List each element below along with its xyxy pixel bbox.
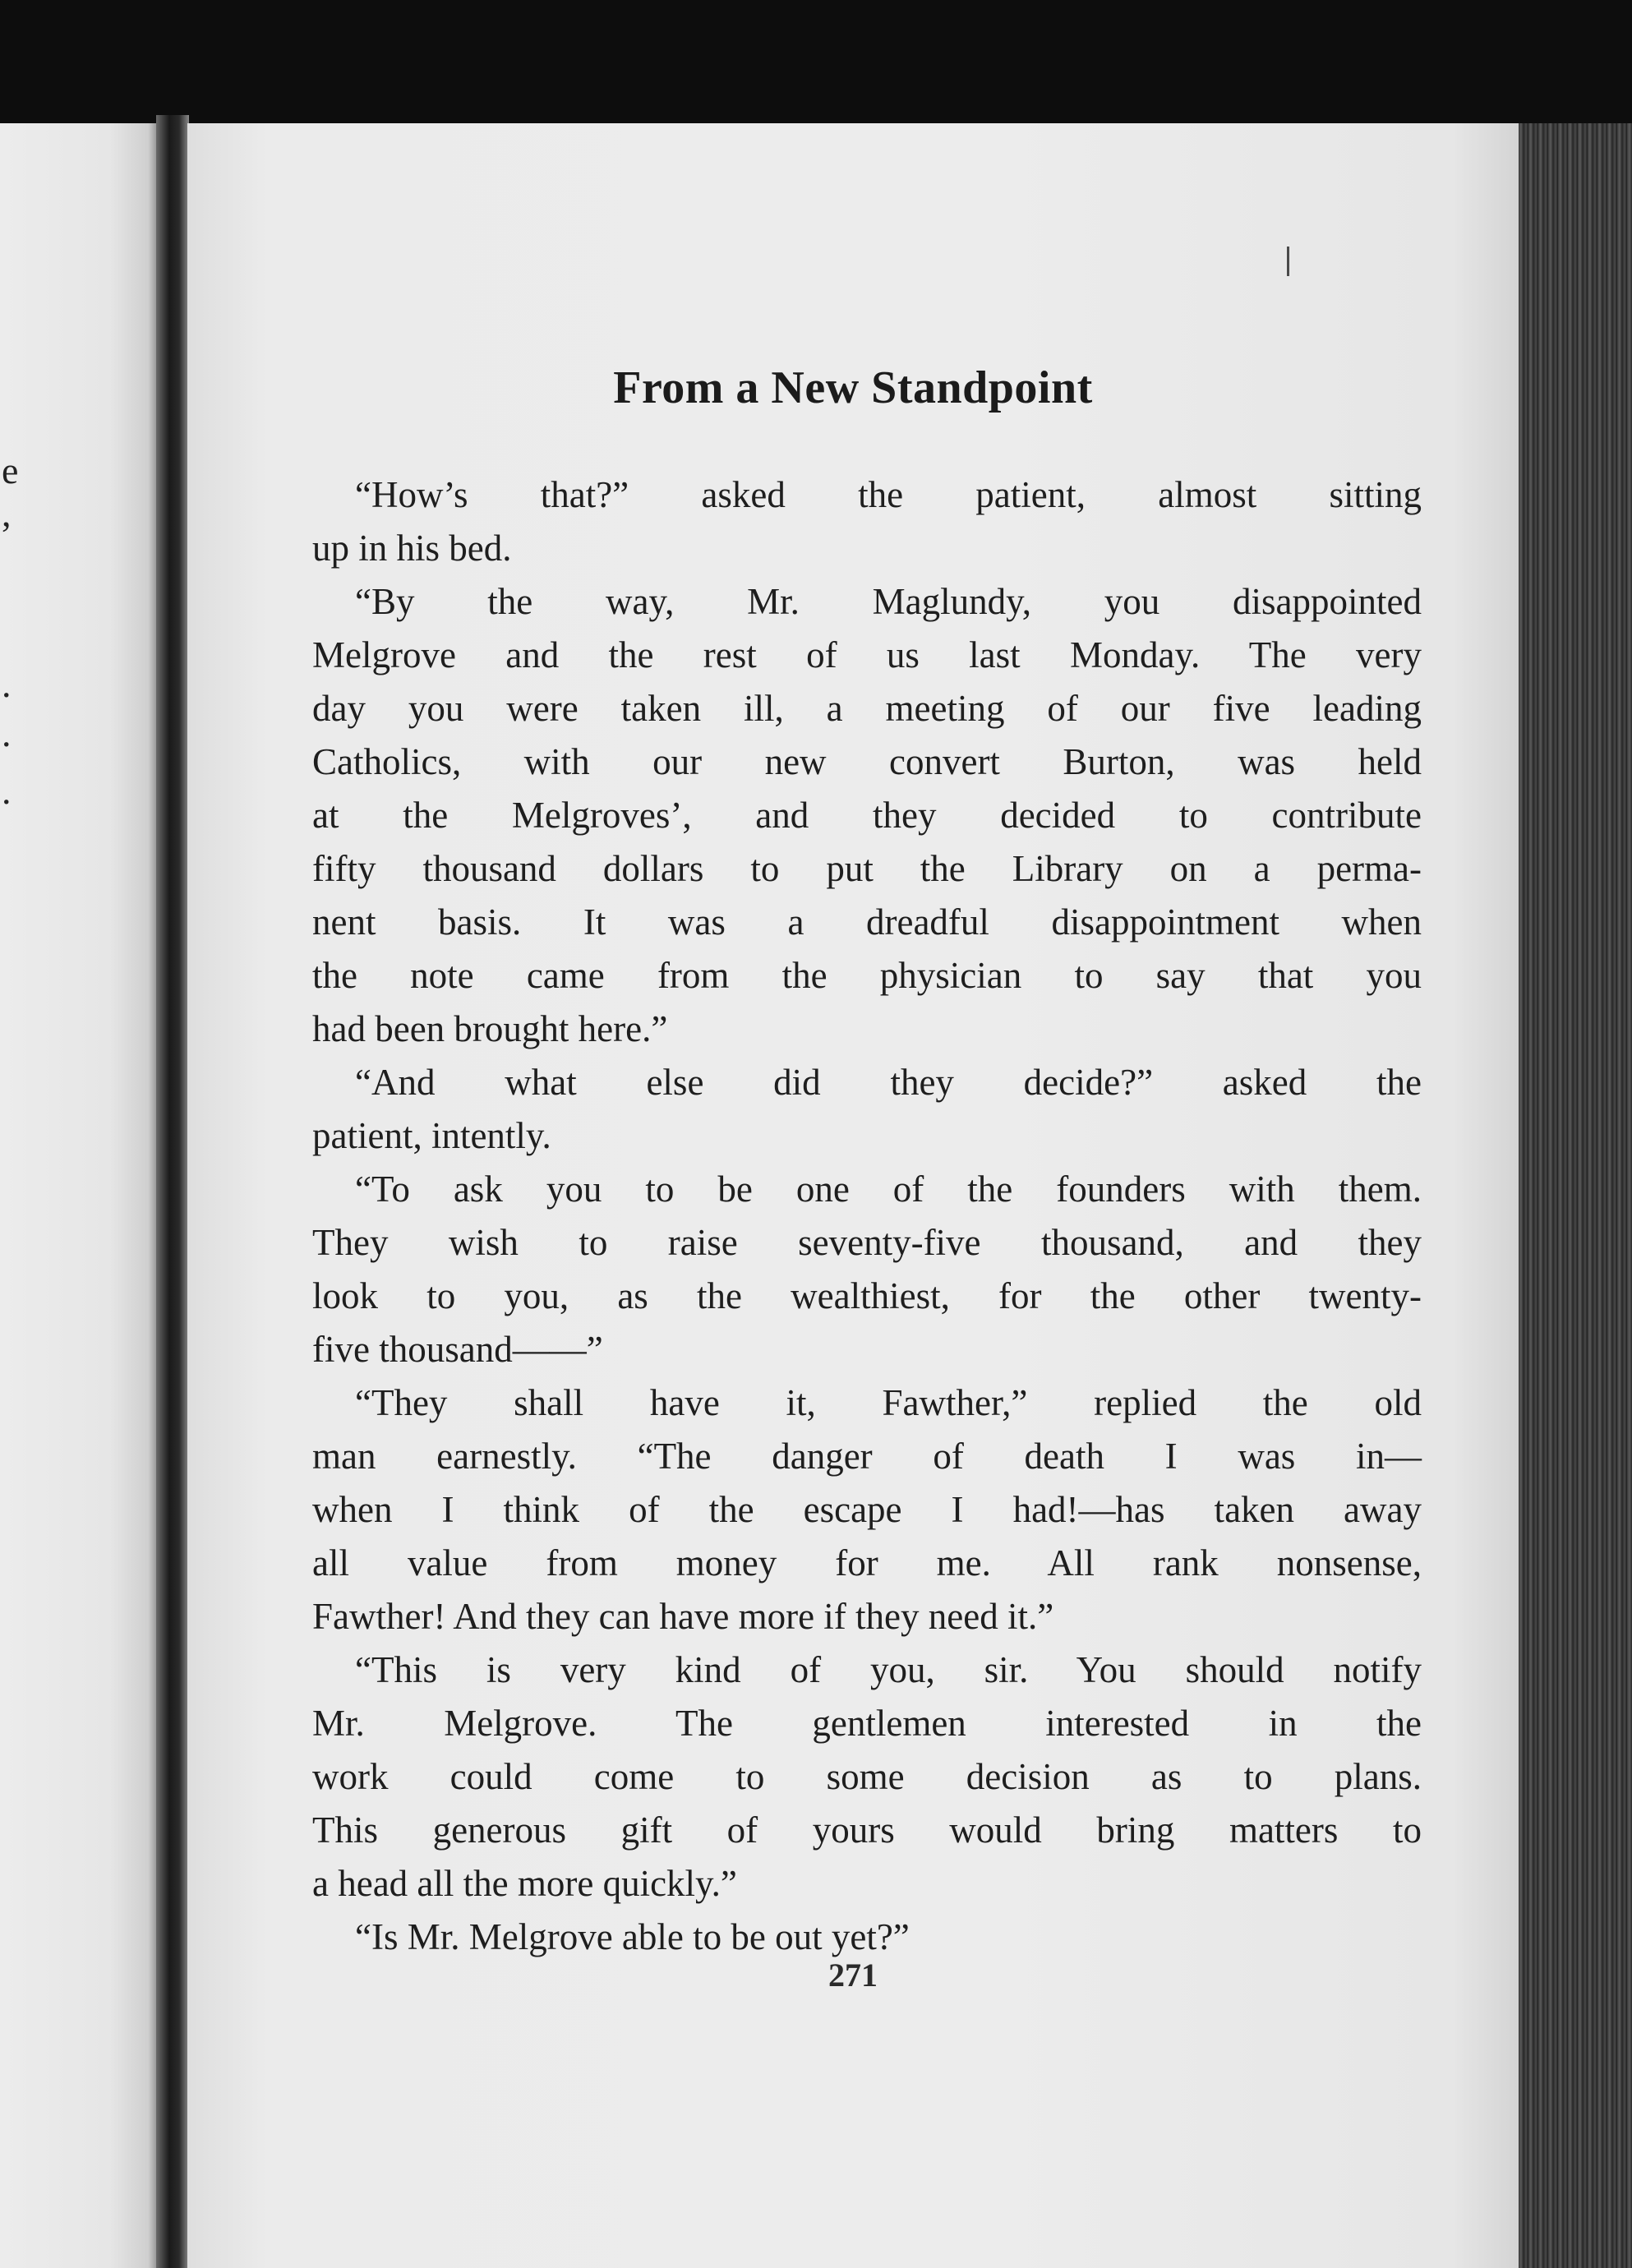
text-line: Melgrove and the rest of us last Monday. The very <box>312 634 1422 675</box>
book-page-stack-edge <box>1519 123 1632 2268</box>
text-line: They wish to raise seventy-five thousand, and they <box>312 1222 1422 1263</box>
text-line: “And what else did they decide?” asked the <box>355 1062 1422 1103</box>
left-facing-page <box>0 123 156 2268</box>
text-line: “How’s that?” asked the patient, almost sitting <box>355 474 1422 515</box>
text-line: “Is Mr. Melgrove able to be out yet?” <box>355 1916 910 1957</box>
page-body-text <box>312 468 1422 1964</box>
text-line: the note came from the physician to say that you <box>312 955 1422 996</box>
text-line: man earnestly. “The danger of death I was in— <box>312 1436 1422 1477</box>
text-line: look to you, as the wealthiest, for the other twenty- <box>312 1275 1422 1316</box>
text-line: “To ask you to be one of the founders with them. <box>355 1169 1422 1210</box>
text-line: “They shall have it, Fawther,” replied the old <box>355 1382 1422 1423</box>
text-line: patient, intently. <box>312 1115 551 1156</box>
text-line: work could come to some decision as to plans. <box>312 1756 1422 1797</box>
text-line: Mr. Melgrove. The gentlemen interested in the <box>312 1703 1422 1744</box>
left-page-edge-char: , <box>2 492 12 534</box>
book-page <box>187 123 1519 2268</box>
text-line: nent basis. It was a dreadful disappointment when <box>312 901 1422 943</box>
left-page-edge-char: . <box>2 663 12 705</box>
left-page-edge-char: e <box>2 449 19 491</box>
text-line: fifty thousand dollars to put the Library on a perma- <box>312 848 1422 889</box>
text-line: This generous gift of yours would bring matters to <box>312 1809 1422 1851</box>
text-line: five thousand——” <box>312 1329 603 1370</box>
left-page-edge-char: . <box>2 712 12 754</box>
text-line: had been brought here.” <box>312 1008 668 1049</box>
text-line: “By the way, Mr. Maglundy, you disappointed <box>355 581 1422 622</box>
text-line: day you were taken ill, a meeting of our five leading <box>312 688 1422 729</box>
text-line: Catholics, with our new convert Burton, was held <box>312 741 1422 782</box>
text-line: when I think of the escape I had!—has taken away <box>312 1489 1422 1530</box>
text-line: Fawther! And they can have more if they need it.” <box>312 1596 1054 1637</box>
book-gutter <box>156 115 189 2268</box>
text-line: “This is very kind of you, sir. You should notify <box>355 1649 1422 1690</box>
text-line: a head all the more quickly.” <box>312 1863 737 1904</box>
text-line: all value from money for me. All rank nonsense, <box>312 1542 1422 1583</box>
left-page-edge-char: . <box>2 770 12 812</box>
page-mark <box>1287 247 1289 276</box>
text-line: up in his bed. <box>312 528 512 569</box>
text-line: at the Melgroves’, and they decided to contribute <box>312 795 1422 836</box>
page-number: 271 <box>828 1957 878 1994</box>
running-header: From a New Standpoint <box>613 362 1093 413</box>
